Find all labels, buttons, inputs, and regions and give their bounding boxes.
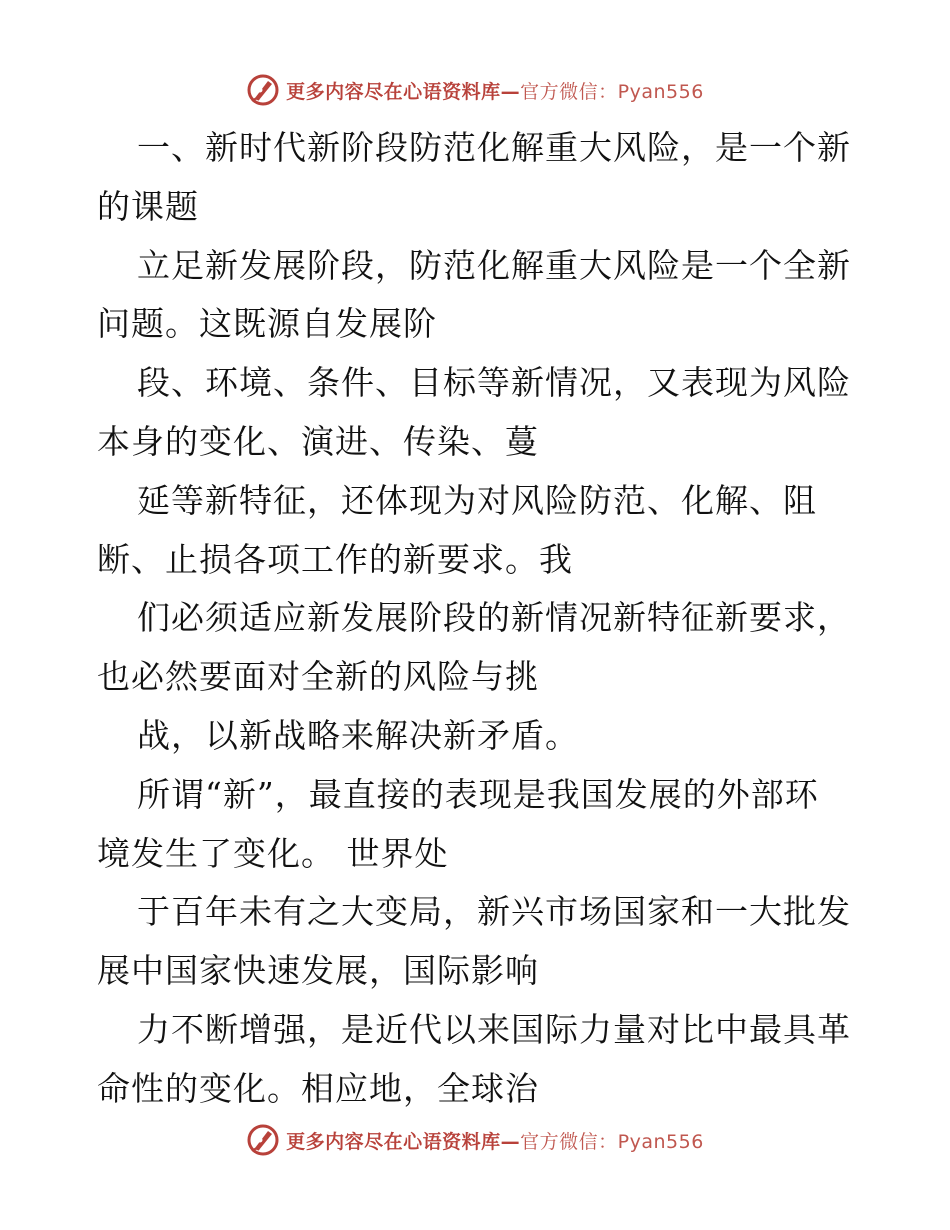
body-line: 的课题 xyxy=(97,186,199,226)
body-line: 们必须适应新发展阶段的新情况新特征新要求， xyxy=(137,598,851,638)
document-body xyxy=(97,119,857,1119)
header-banner-wechat: 官方微信：Pyan556 xyxy=(520,80,704,103)
quill-circle-logo-icon xyxy=(246,1123,280,1157)
quill-circle-logo-icon xyxy=(246,73,280,107)
footer-banner-wechat: 官方微信：Pyan556 xyxy=(520,1130,704,1153)
header-banner-text xyxy=(286,77,704,104)
footer-banner xyxy=(0,1120,950,1160)
body-line: 立足新发展阶段，防范化解重大风险是一个全新 xyxy=(137,245,851,285)
footer-banner-title: 更多内容尽在心语资料库 xyxy=(286,1130,501,1153)
body-line: 本身的变化、演进、传染、蔓 xyxy=(97,421,539,461)
body-line: 于百年未有之大变局，新兴市场国家和一大批发 xyxy=(137,892,851,932)
body-line: 延等新特征，还体现为对风险防范、化解、阻 xyxy=(137,480,817,520)
header-banner-title: 更多内容尽在心语资料库 xyxy=(286,80,501,103)
footer-banner-dash: — xyxy=(500,1130,521,1153)
header-banner xyxy=(0,70,950,110)
body-line: 一、新时代新阶段防范化解重大风险，是一个新 xyxy=(137,128,851,167)
body-line: 战，以新战略来解决新矛盾。 xyxy=(137,715,579,755)
body-line: 境发生了变化。 世界处 xyxy=(97,833,449,873)
body-line: 所谓“新”，最直接的表现是我国发展的外部环 xyxy=(137,774,819,814)
body-line: 问题。这既源自发展阶 xyxy=(97,304,437,344)
footer-banner-text xyxy=(286,1127,704,1154)
body-line: 展中国家快速发展，国际影响 xyxy=(97,951,539,991)
body-line: 段、环境、条件、目标等新情况，又表现为风险 xyxy=(137,363,851,403)
body-line: 力不断增强，是近代以来国际力量对比中最具革 xyxy=(137,1009,851,1049)
body-line: 命性的变化。相应地，全球治 xyxy=(97,1068,539,1108)
header-banner-dash: — xyxy=(500,80,521,103)
body-line: 断、止损各项工作的新要求。我 xyxy=(97,539,573,579)
body-line: 也必然要面对全新的风险与挑 xyxy=(97,657,539,697)
